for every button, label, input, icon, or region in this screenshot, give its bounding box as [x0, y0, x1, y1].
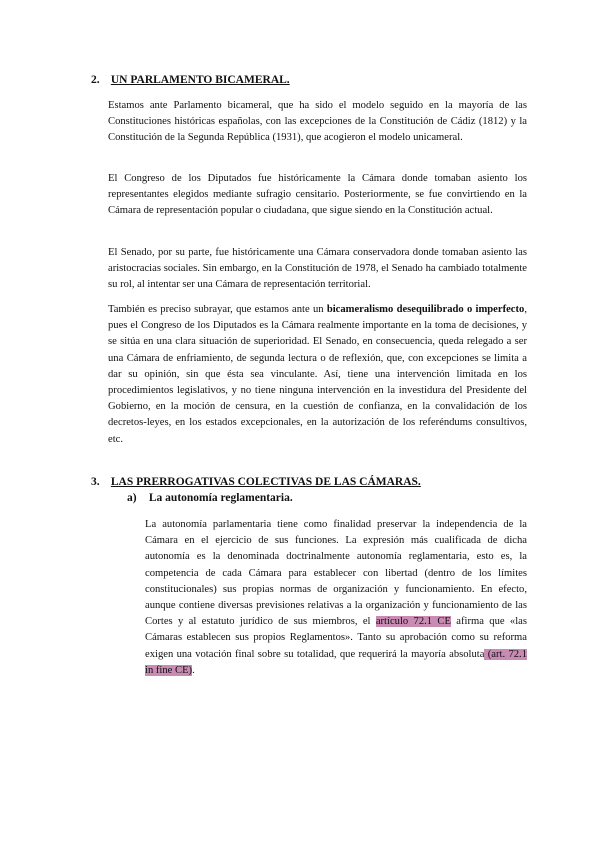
subsection-a-heading: [127, 491, 293, 505]
section-2-title: UN PARLAMENTO BICAMERAL.: [110, 74, 290, 86]
section-2-number: 2.: [91, 74, 100, 86]
paragraph-part-1: La autonomía parlamentaria tiene como finalidad preservar la independencia de la Cámara en el ejercicio de sus funciones. La expresión más cualificada de dicha autonomía es la denominada doctrinalmente autonomía reglamentaria, esto es, la competencia de cada Cámara para establecer con libertad (dentro de los límites constitucionales) sus propias normas de organización y funcionamiento. En efecto, aunque contiene diversas previsiones relativas a la organización y funcionamiento de las Cortes y al estatuto jurídico de sus miembros, el: [145, 519, 527, 628]
subsection-a-title: La autonomía reglamentaria.: [148, 492, 293, 504]
section-3-title: LAS PRERROGATIVAS COLECTIVAS DE LAS CÁMARAS.: [110, 476, 421, 488]
section-2-heading: [91, 73, 290, 87]
highlight-art-72-1-in-fine: (art. 72.1 in fine CE): [145, 648, 528, 676]
paragraph-part-2: afirma que «las Cámaras establecen sus propios Reglamentos». Tanto su aprobación como su reforma exigen una votación final sobre su totalidad, que requerirá la mayoría absoluta: [145, 616, 527, 660]
section-2-paragraph-1: Estamos ante Parlamento bicameral, que ha sido el modelo seguido en la mayoría de las Constituciones históricas españolas, con las excepciones de la Constitución de Cádiz (1812) y la Constitución de la Segunda República (1931), que acogieron el modelo unicameral.: [108, 100, 527, 144]
p4-text-before: También es preciso subrayar, que estamos ante un: [108, 304, 327, 315]
section-3-heading: [91, 475, 421, 489]
section-2-paragraph-4: [108, 302, 527, 448]
section-2-paragraph-3: El Senado, por su parte, fue históricamente una Cámara conservadora donde tomaban asiento las aristocracias sociales. Sin embargo, en la Constitución de 1978, el Senado ha cambiado totalmente su rol, al intentar ser una Cámara de representación territorial.: [108, 247, 527, 291]
subsection-a-label: a): [127, 492, 137, 504]
highlight-articulo-72-1: artículo 72.1 CE: [375, 616, 451, 628]
paragraph-part-3: .: [192, 664, 195, 676]
p4-text-after: , pues el Congreso de los Diputados es la Cámara realmente importante en la toma de decisiones, y se sitúa en una clara situación de superioridad. El Senado, en consecuencia, queda relegado a ser una Cámara de enfriamiento, de segunda lectura o de reflexión, que, con excepciones se limita a dar su opinión, sin que ésta sea vinculante. Así, tiene una intervención limitada en los procedimientos legislativos, y no tiene ninguna intervención en la investidura del Presidente del Gobierno, en la moción de censura, en la cuestión de confianza, en la convalidación de los decretos-leyes, en los estados excepcionales, en la autorización de los referéndums consultivos, etc.: [108, 304, 527, 445]
section-2-paragraph-2: El Congreso de los Diputados fue históricamente la Cámara donde tomaban asiento los representantes elegidos mediante sufragio censitario. Posteriormente, se fue convirtiendo en la Cámara de representación popular o ciudadana, que sigue siendo en la Constitución actual.: [108, 173, 527, 217]
section-3-number: 3.: [91, 476, 100, 488]
subsection-a-paragraph: [145, 517, 527, 679]
p4-bold-term: bicameralismo desequilibrado o imperfecto: [326, 304, 525, 315]
